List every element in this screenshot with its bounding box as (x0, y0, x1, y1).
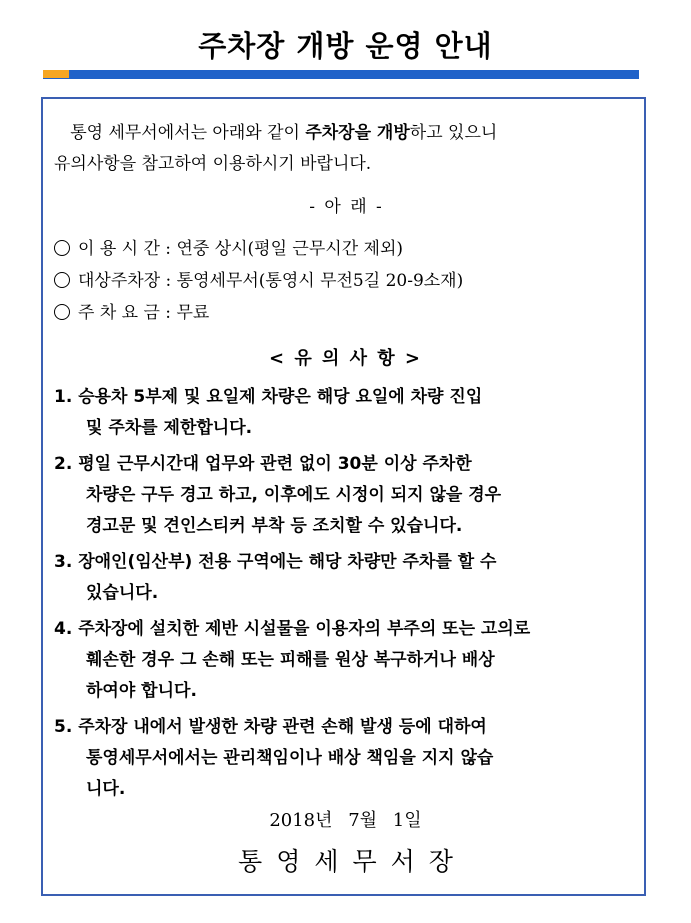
title-bar-thin-line (43, 78, 639, 79)
notice-heading: < 유 의 사 항 > (268, 348, 423, 369)
notice-line: 훼손한 경우 그 손해 또는 피해를 원상 복구하거나 배상 (86, 650, 495, 670)
title-underline-bar (43, 70, 639, 78)
notice-line: 1. 승용차 5부제 및 요일제 차량은 해당 요일에 차량 진입 (54, 387, 483, 407)
notice-line: 2. 평일 근무시간대 업무와 관련 없이 30분 이상 주차한 (54, 454, 472, 474)
intro-line-1 (54, 118, 634, 149)
notice-line: 니다. (86, 779, 126, 799)
title-bar-orange-segment (43, 70, 69, 78)
circle-bullet-icon (54, 240, 70, 256)
notice-line: 통영세무서에서는 관리책임이나 배상 책임을 지지 않습 (86, 748, 494, 768)
info-value: 무료 (176, 303, 210, 323)
intro-text-pre: 통영 세무서에서는 아래와 같이 (70, 123, 306, 143)
document-title: 주차장 개방 운영 안내 (198, 29, 493, 63)
notice-line: 4. 주차장에 설치한 제반 시설물을 이용자의 부주의 또는 고의로 (54, 619, 531, 639)
notice-line: 및 주차를 제한합니다. (86, 418, 253, 438)
info-row-hours: 이 용 시 간 : 연중 상시(평일 근무시간 제외) (54, 233, 644, 265)
info-value: 통영세무서(통영시 무전5길 20-9소재) (176, 271, 464, 291)
notice-item-2 (54, 449, 634, 542)
info-label: 주 차 요 금 (78, 303, 160, 323)
info-label: 대상주차장 (78, 271, 161, 291)
notice-item-5 (54, 712, 634, 805)
document-date: 2018년 7월 1일 (269, 810, 422, 831)
notice-item-4 (54, 614, 634, 707)
notice-line: 있습니다. (86, 583, 159, 603)
info-list (54, 233, 644, 329)
notice-line: 하여야 합니다. (86, 681, 197, 701)
notice-item-1 (54, 382, 634, 444)
notice-line: 3. 장애인(임산부) 전용 구역에는 해당 차량만 주차를 할 수 (54, 552, 497, 572)
issuing-office: 통영세무서장 (238, 847, 467, 876)
notice-line: 차량은 구두 경고 하고, 이후에도 시정이 되지 않을 경우 (86, 485, 502, 505)
circle-bullet-icon (54, 304, 70, 320)
circle-bullet-icon (54, 272, 70, 288)
notice-line: 경고문 및 견인스티커 부착 등 조치할 수 있습니다. (86, 516, 463, 536)
notice-line: 5. 주차장 내에서 발생한 차량 관련 손해 발생 등에 대하여 (54, 717, 487, 737)
info-value: 연중 상시(평일 근무시간 제외) (176, 239, 403, 259)
notice-item-3 (54, 547, 634, 609)
intro-paragraph (54, 118, 634, 180)
title-bar-blue-segment (69, 70, 639, 78)
intro-line-2: 유의사항을 참고하여 이용하시기 바랍니다. (54, 154, 372, 174)
intro-text-post: 하고 있으니 (409, 123, 498, 143)
section-heading-below: - 아 래 - (309, 197, 382, 217)
info-row-fee: 주 차 요 금 : 무료 (54, 297, 644, 329)
info-label: 이 용 시 간 (78, 239, 160, 259)
intro-text-bold: 주차장을 개방 (305, 123, 410, 143)
info-row-lot: 대상주차장 : 통영세무서(통영시 무전5길 20-9소재) (54, 265, 644, 297)
notice-list (54, 382, 634, 810)
